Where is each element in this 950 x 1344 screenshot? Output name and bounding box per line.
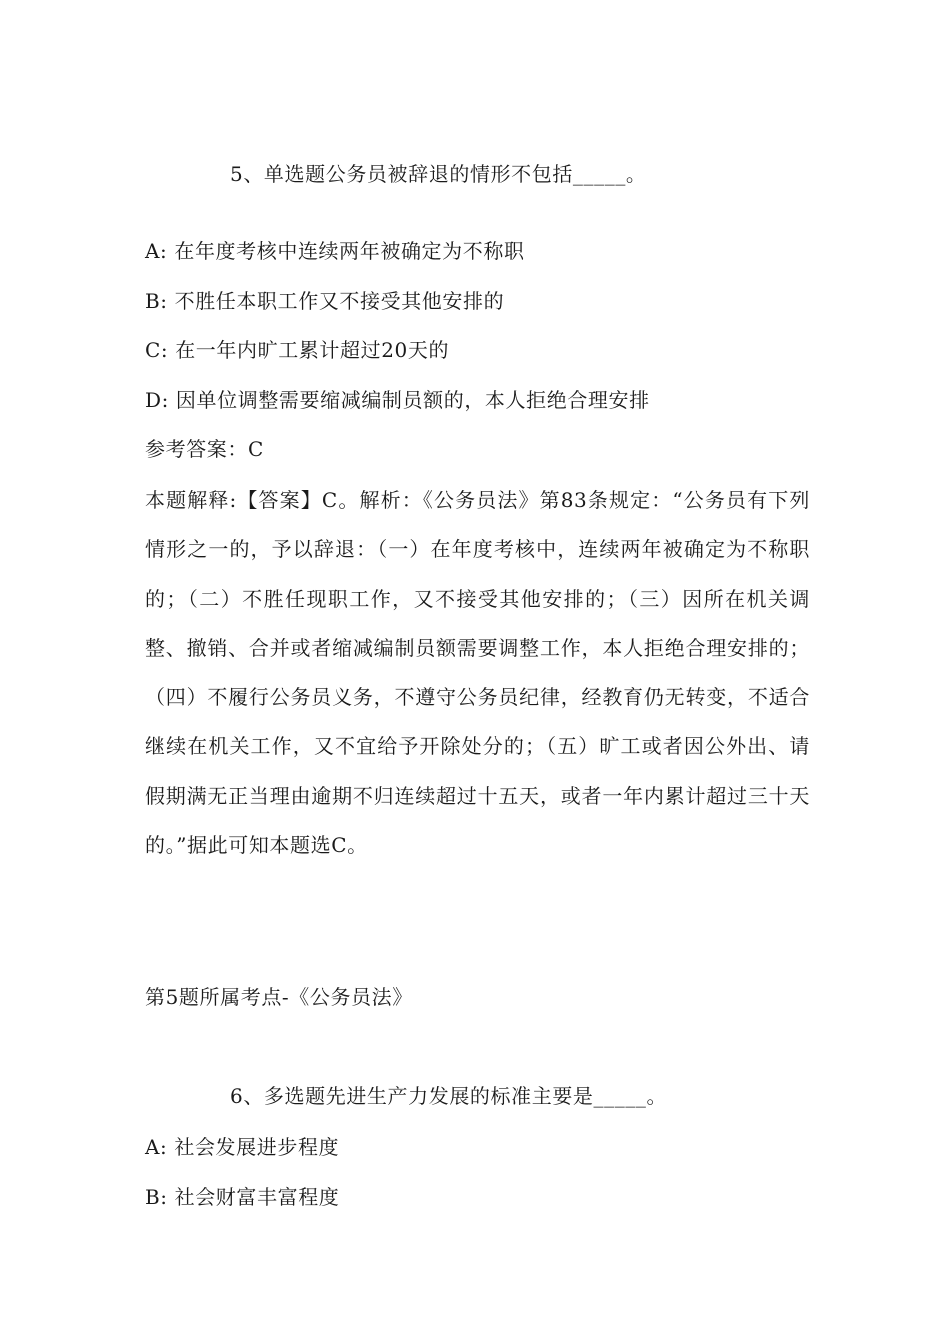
question-5-stem: 5、单选题公务员被辞退的情形不包括_____。 [230, 162, 647, 186]
question-6-stem: 6、多选题先进生产力发展的标准主要是_____。 [230, 1084, 668, 1108]
question-5-option-c: C: 在一年内旷工累计超过20天的 [145, 338, 450, 362]
question-5-option-d: D: 因单位调整需要缩减编制员额的，本人拒绝合理安排 [145, 388, 650, 412]
question-5-answer: 参考答案：C [145, 437, 264, 461]
question-5-option-b: B: 不胜任本职工作又不接受其他安排的 [145, 289, 505, 313]
question-6-option-b: B: 社会财富丰富程度 [145, 1185, 340, 1209]
question-6-option-a: A: 社会发展进步程度 [145, 1135, 340, 1159]
question-5-explanation: 本题解释:【答案】C。解析：《公务员法》第83条规定：“公务员有下列情形之一的，予以辞退：（一）在年度考核中，连续两年被确定为不称职的；（二）不胜任现职工作，又不接受其他安排的；（三）因所在机关调整、撤销、合并或者缩减编制员额需要调整工作，本人拒绝合理安排的；（四）不履行公务员义务，不遵守公务员纪律，经教育仍无转变，不适合继续在机关工作，又不宜给予开除处分的；（五）旷工或者因公外出、请假期满无正当理由逾期不归连续超过十五天，或者一年内累计超过三十天的。”据此可知本题选C。 [145, 488, 810, 858]
question-5-topic: 第5题所属考点-《公务员法》 [145, 985, 413, 1009]
question-5-option-a: A: 在年度考核中连续两年被确定为不称职 [145, 239, 525, 263]
